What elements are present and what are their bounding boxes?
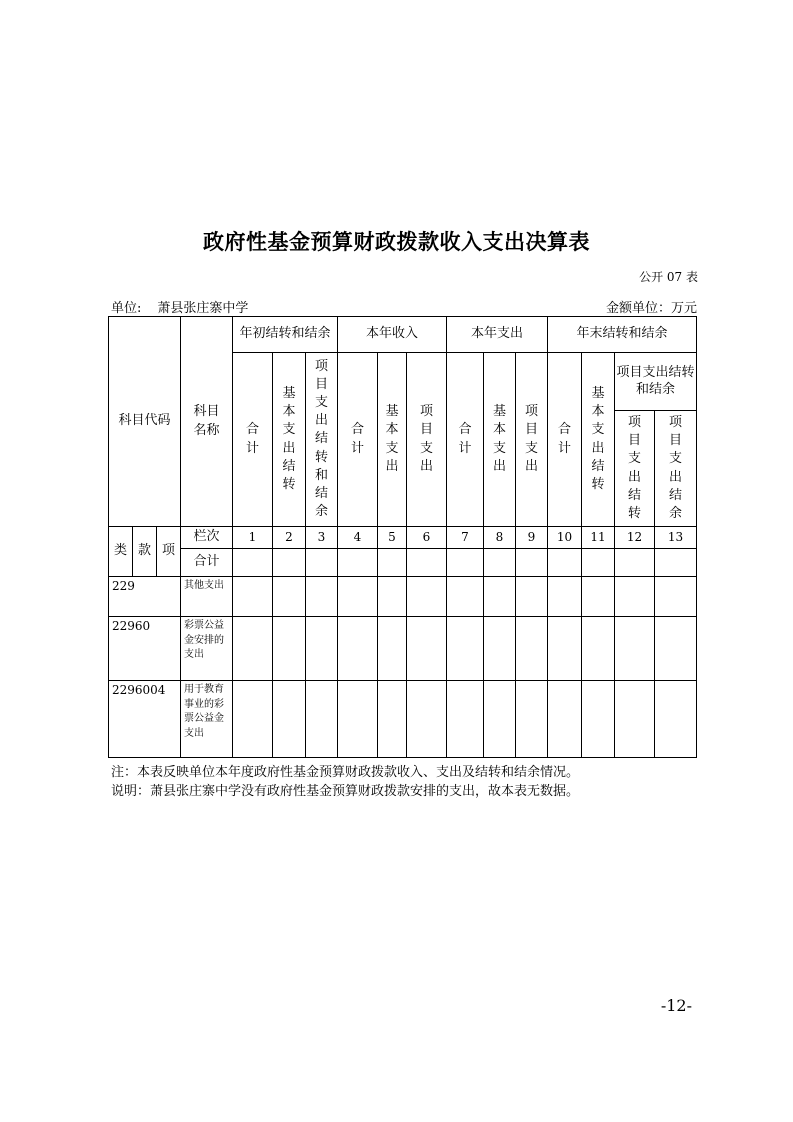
row-code: 229 xyxy=(109,577,181,617)
data-cell xyxy=(338,681,378,758)
data-cell xyxy=(407,549,447,577)
column-number: 13 xyxy=(655,527,697,549)
column-number: 9 xyxy=(516,527,548,549)
data-cell xyxy=(306,549,338,577)
column-number: 2 xyxy=(273,527,306,549)
column-number: 3 xyxy=(306,527,338,549)
page-number: -12- xyxy=(660,996,692,1015)
header-income-project: 项目支出 xyxy=(407,353,447,527)
data-cell xyxy=(306,577,338,617)
data-cell xyxy=(447,549,484,577)
header-subject-name: 科目名称 xyxy=(181,317,233,527)
data-cell xyxy=(233,617,273,681)
header-ending-balance: 年末结转和结余 xyxy=(548,317,697,353)
data-cell xyxy=(378,577,407,617)
data-cell xyxy=(378,549,407,577)
data-cell xyxy=(582,617,615,681)
data-cell xyxy=(306,617,338,681)
data-cell xyxy=(407,681,447,758)
data-cell xyxy=(273,549,306,577)
unit-name: 萧县张庄寨中学 xyxy=(157,301,249,316)
column-number: 11 xyxy=(582,527,615,549)
notes xyxy=(111,763,579,801)
data-cell xyxy=(548,617,582,681)
data-cell xyxy=(516,549,548,577)
header-item: 项 xyxy=(157,527,181,577)
data-cell xyxy=(338,549,378,577)
data-cell xyxy=(273,617,306,681)
data-cell xyxy=(615,577,655,617)
header-category: 类 xyxy=(109,527,133,577)
data-cell xyxy=(484,549,516,577)
header-ending-total: 合计 xyxy=(548,353,582,527)
data-cell xyxy=(516,577,548,617)
column-number: 8 xyxy=(484,527,516,549)
note-line: 说明：萧县张庄寨中学没有政府性基金预算财政拨款安排的支出，故本表无数据。 xyxy=(111,784,580,799)
header-ending-basic: 基本支出结转 xyxy=(582,353,615,527)
header-beginning-balance: 年初结转和结余 xyxy=(233,317,338,353)
unit-info xyxy=(111,297,264,316)
table-row xyxy=(109,617,697,681)
column-number: 10 xyxy=(548,527,582,549)
row-code: 2296004 xyxy=(109,681,181,758)
data-cell xyxy=(273,577,306,617)
row-name: 其他支出 xyxy=(181,577,233,617)
data-cell xyxy=(447,681,484,758)
header-beginning-project: 项目支出结转和结余 xyxy=(306,353,338,527)
data-cell xyxy=(338,577,378,617)
column-number: 1 xyxy=(233,527,273,549)
data-cell xyxy=(233,577,273,617)
data-cell xyxy=(338,617,378,681)
header-current-income: 本年收入 xyxy=(338,317,447,353)
header-expense-project: 项目支出 xyxy=(516,353,548,527)
data-cell xyxy=(484,617,516,681)
header-income-basic: 基本支出 xyxy=(378,353,407,527)
data-cell xyxy=(484,577,516,617)
column-number: 7 xyxy=(447,527,484,549)
header-ending-project-carryover: 项目支出结转 xyxy=(615,411,655,527)
data-cell xyxy=(582,549,615,577)
note-line: 注：本表反映单位本年度政府性基金预算财政拨款收入、支出及结转和结余情况。 xyxy=(111,765,580,780)
data-cell xyxy=(233,549,273,577)
budget-table xyxy=(108,316,697,758)
data-cell xyxy=(548,549,582,577)
data-cell xyxy=(378,617,407,681)
data-cell xyxy=(582,681,615,758)
page-title: 政府性基金预算财政拨款收入支出决算表 xyxy=(203,230,590,254)
data-cell xyxy=(233,681,273,758)
table-row xyxy=(109,577,697,617)
data-cell xyxy=(407,617,447,681)
header-beginning-basic: 基本支出结转 xyxy=(273,353,306,527)
data-cell xyxy=(548,681,582,758)
header-expense-basic: 基本支出 xyxy=(484,353,516,527)
data-cell xyxy=(615,681,655,758)
data-cell xyxy=(615,617,655,681)
table-row xyxy=(109,681,697,758)
data-cell xyxy=(516,617,548,681)
data-cell xyxy=(655,681,697,758)
header-current-expense: 本年支出 xyxy=(447,317,548,353)
column-number: 4 xyxy=(338,527,378,549)
unit-label: 单位: xyxy=(111,301,142,316)
data-cell xyxy=(306,681,338,758)
amount-unit: 金额单位：万元 xyxy=(605,301,697,316)
data-cell xyxy=(273,681,306,758)
header-section: 款 xyxy=(133,527,157,577)
header-ending-project-balance: 项目支出结余 xyxy=(655,411,697,527)
data-cell xyxy=(655,577,697,617)
data-cell xyxy=(655,617,697,681)
column-number: 5 xyxy=(378,527,407,549)
data-cell xyxy=(582,577,615,617)
data-cell xyxy=(447,617,484,681)
header-column-no: 栏次 xyxy=(181,527,233,549)
header-expense-total: 合计 xyxy=(447,353,484,527)
form-code: 公开 07 表 xyxy=(639,270,698,284)
data-cell xyxy=(484,681,516,758)
header-beginning-total: 合计 xyxy=(233,353,273,527)
header-sum: 合计 xyxy=(181,549,233,577)
data-cell xyxy=(378,681,407,758)
data-cell xyxy=(655,549,697,577)
column-number: 6 xyxy=(407,527,447,549)
data-cell xyxy=(615,549,655,577)
header-ending-project: 项目支出结转和结余 xyxy=(615,353,697,411)
data-cell xyxy=(407,577,447,617)
data-cell xyxy=(516,681,548,758)
data-cell xyxy=(548,577,582,617)
column-number: 12 xyxy=(615,527,655,549)
data-cell xyxy=(447,577,484,617)
header-income-total: 合计 xyxy=(338,353,378,527)
row-code: 22960 xyxy=(109,617,181,681)
row-name: 用于教育事业的彩票公益金支出 xyxy=(181,681,233,758)
header-subject-code: 科目代码 xyxy=(109,317,181,527)
row-name: 彩票公益金安排的支出 xyxy=(181,617,233,681)
